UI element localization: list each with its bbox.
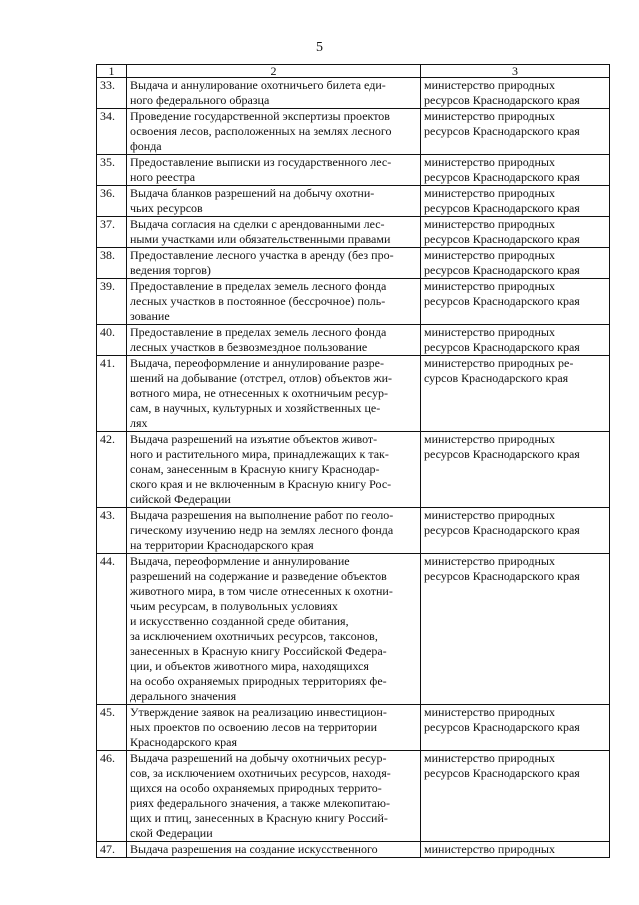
row-number: 38. (100, 248, 115, 262)
responsible-authority: министерство природных ресурсов Краснодарского края (424, 325, 580, 354)
responsible-authority: министерство природных ре- сурсов Краснодарского края (424, 356, 574, 385)
service-description: Предоставление в пределах земель лесного фонда лесных участков в постоянное (бессрочное) поль- зование (130, 279, 387, 323)
table-row (97, 508, 610, 554)
service-description-cell (127, 751, 421, 842)
responsible-authority-cell (421, 508, 610, 554)
responsible-authority: министерство природных ресурсов Краснодарского края (424, 217, 580, 246)
row-number: 35. (100, 155, 115, 169)
row-number: 40. (100, 325, 115, 339)
row-number: 41. (100, 356, 115, 370)
responsible-authority-cell (421, 432, 610, 508)
responsible-authority: министерство природных ресурсов Краснодарского края (424, 705, 580, 734)
service-description: Выдача и аннулирование охотничьего билета еди- ного федерального образца (130, 78, 386, 107)
row-number: 34. (100, 109, 115, 123)
responsible-authority: министерство природных ресурсов Краснодарского края (424, 554, 580, 583)
service-description-cell (127, 842, 421, 858)
service-description: Утверждение заявок на реализацию инвестицион- ных проектов по освоению лесов на территории Краснодарского края (130, 705, 387, 749)
row-number-cell (97, 78, 127, 109)
table-row (97, 325, 610, 356)
table-row (97, 751, 610, 842)
column-header-1: 1 (97, 65, 127, 78)
row-number: 36. (100, 186, 115, 200)
service-description-cell (127, 554, 421, 705)
table-row (97, 356, 610, 432)
responsible-authority-cell (421, 109, 610, 155)
service-description: Предоставление лесного участка в аренду (без про- ведения торгов) (130, 248, 394, 277)
row-number-cell (97, 155, 127, 186)
row-number-cell (97, 325, 127, 356)
service-description: Выдача, переоформление и аннулирование разрешений на содержание и разведение объектов животного мира, в том числе отнесенных к охотни- чьим ресурсам, в полувольных условиях и искусственно созданной среде обитания, за исключением охотничьих ресурсов, таксонов, занесенных в Красную книгу Российской Федера- ции, и объектов животного мира, находящихся на особо охраняемых природных территориях фе- дерального значения (130, 554, 393, 703)
row-number-cell (97, 705, 127, 751)
responsible-authority-cell (421, 248, 610, 279)
responsible-authority-cell (421, 842, 610, 858)
service-description: Выдача разрешения на выполнение работ по геоло- гическому изучению недр на землях лесного фонда на территории Краснодарского края (130, 508, 394, 552)
row-number-cell (97, 109, 127, 155)
row-number: 33. (100, 78, 115, 92)
row-number: 42. (100, 432, 115, 446)
service-description: Проведение государственной экспертизы проектов освоения лесов, расположенных на землях лесного фонда (130, 109, 392, 153)
service-description: Выдача согласия на сделки с арендованными лес- ными участками или обязательственными правами (130, 217, 391, 246)
responsible-authority: министерство природных ресурсов Краснодарского края (424, 508, 580, 537)
column-header-2: 2 (127, 65, 421, 78)
row-number-cell (97, 186, 127, 217)
row-number: 45. (100, 705, 115, 719)
service-description-cell (127, 248, 421, 279)
responsible-authority: министерство природных ресурсов Краснодарского края (424, 78, 580, 107)
responsible-authority: министерство природных ресурсов Краснодарского края (424, 432, 580, 461)
table-row (97, 186, 610, 217)
service-description-cell (127, 705, 421, 751)
row-number-cell (97, 508, 127, 554)
table-row (97, 248, 610, 279)
column-header-3: 3 (421, 65, 610, 78)
service-description: Выдача, переоформление и аннулирование разре- шений на добывание (отстрел, отлов) объектов жи- вотного мира, не отнесенных к охотничьим ресур- сам, в научных, культурных и хозяйственных це- лях (130, 356, 393, 430)
service-description-cell (127, 325, 421, 356)
responsible-authority-cell (421, 705, 610, 751)
row-number: 37. (100, 217, 115, 231)
table-row (97, 109, 610, 155)
row-number: 39. (100, 279, 115, 293)
responsible-authority: министерство природных ресурсов Краснодарского края (424, 186, 580, 215)
service-description: Выдача разрешения на создание искусственного (130, 842, 378, 856)
responsible-authority: министерство природных ресурсов Краснодарского края (424, 248, 580, 277)
row-number-cell (97, 554, 127, 705)
table-header-row (97, 65, 610, 78)
responsible-authority-cell (421, 751, 610, 842)
row-number: 43. (100, 508, 115, 522)
service-description: Предоставление в пределах земель лесного фонда лесных участков в безвозмездное пользование (130, 325, 387, 354)
responsible-authority-cell (421, 155, 610, 186)
service-description-cell (127, 508, 421, 554)
responsible-authority-cell (421, 186, 610, 217)
responsible-authority-cell (421, 78, 610, 109)
page-number: 5 (316, 40, 323, 55)
responsible-authority: министерство природных ресурсов Краснодарского края (424, 751, 580, 780)
service-description-cell (127, 356, 421, 432)
service-description-cell (127, 279, 421, 325)
row-number-cell (97, 279, 127, 325)
responsible-authority: министерство природных ресурсов Краснодарского края (424, 109, 580, 138)
row-number-cell (97, 751, 127, 842)
service-description-cell (127, 217, 421, 248)
service-description-cell (127, 78, 421, 109)
responsible-authority-cell (421, 554, 610, 705)
service-description: Выдача разрешений на изъятие объектов живот- ного и растительного мира, принадлежащих к так- сонам, занесенным в Красную книгу Краснодар- ского края и не включенным в Красную книгу Рос- сийской Федерации (130, 432, 392, 506)
service-description: Выдача разрешений на добычу охотничьих ресур- сов, за исключением охотничьих ресурсов, находя- щихся на особо охраняемых природных террито- риях федерального значения, а также млекопитаю- щих и птиц, занесенных в Красную книгу Россий- ской Федерации (130, 751, 391, 840)
service-description-cell (127, 109, 421, 155)
table-row (97, 279, 610, 325)
row-number-cell (97, 217, 127, 248)
row-number-cell (97, 432, 127, 508)
table-row (97, 155, 610, 186)
table-row (97, 705, 610, 751)
row-number-cell (97, 842, 127, 858)
responsible-authority: министерство природных ресурсов Краснодарского края (424, 155, 580, 184)
responsible-authority-cell (421, 279, 610, 325)
service-description-cell (127, 155, 421, 186)
row-number: 47. (100, 842, 115, 856)
row-number: 46. (100, 751, 115, 765)
service-description-cell (127, 186, 421, 217)
responsible-authority: министерство природных ресурсов Краснодарского края (424, 279, 580, 308)
responsible-authority-cell (421, 325, 610, 356)
responsible-authority-cell (421, 217, 610, 248)
responsible-authority: министерство природных (424, 842, 555, 856)
row-number-cell (97, 356, 127, 432)
table-row (97, 842, 610, 858)
table-row (97, 78, 610, 109)
table-row (97, 554, 610, 705)
row-number-cell (97, 248, 127, 279)
service-description: Предоставление выписки из государственного лес- ного реестра (130, 155, 392, 184)
table-row (97, 217, 610, 248)
service-description-cell (127, 432, 421, 508)
row-number: 44. (100, 554, 115, 568)
table-row (97, 432, 610, 508)
responsible-authority-cell (421, 356, 610, 432)
service-description: Выдача бланков разрешений на добычу охотни- чьих ресурсов (130, 186, 375, 215)
services-table (96, 64, 610, 858)
